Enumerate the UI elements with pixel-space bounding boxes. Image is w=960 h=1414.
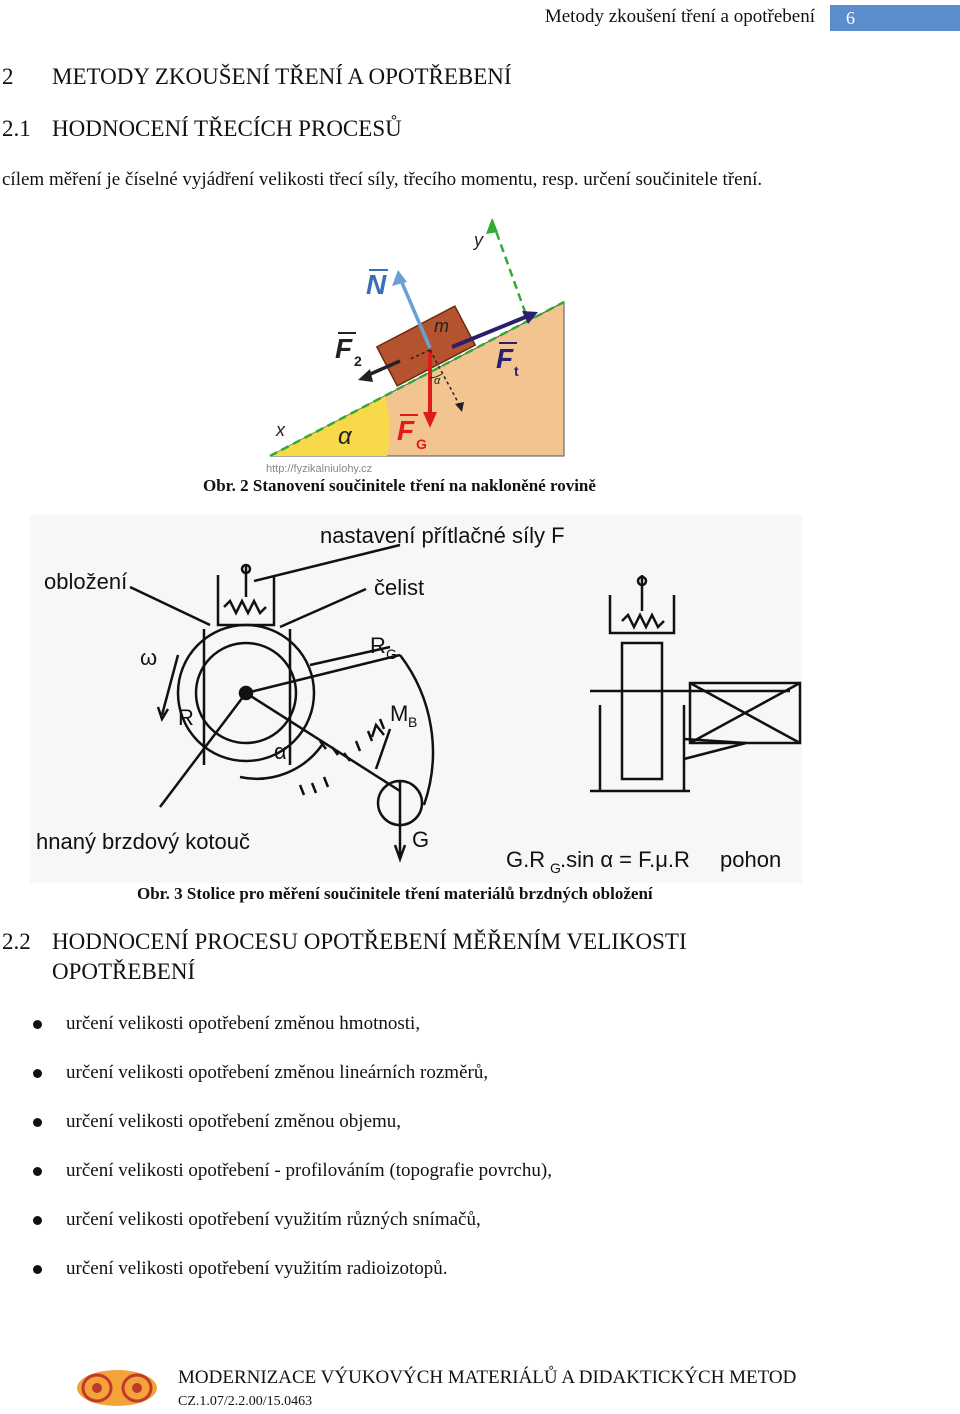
label-top: nastavení přítlačné síly F <box>320 523 565 548</box>
list-item: určení velikosti opotřebení změnou hmotnosti, <box>30 1008 552 1057</box>
label-F2-sub: 2 <box>354 353 362 369</box>
label-equation: G.R <box>506 847 546 872</box>
label-equation-sub: G <box>550 860 561 876</box>
eye-logo-icon <box>75 1368 159 1408</box>
label-F2: F <box>335 333 353 364</box>
footer-project-code: CZ.1.07/2.2.00/15.0463 <box>178 1394 313 1409</box>
label-jaw: čelist <box>374 575 425 600</box>
label-FG: F <box>397 415 415 446</box>
section-heading-2-2 <box>2 927 902 987</box>
label-Ft-sub: t <box>514 363 519 379</box>
footer-project-title: MODERNIZACE VÝUKOVÝCH MATERIÁLŮ A DIDAKTICKÝCH METOD <box>178 1367 797 1388</box>
bullet-icon <box>33 1118 42 1127</box>
bullet-icon <box>33 1265 42 1274</box>
wear-methods-list <box>30 1008 552 1302</box>
label-R: R <box>178 705 194 730</box>
figure1-caption: Obr. 2 Stanovení součinitele tření na nakloněné rovině <box>203 476 596 495</box>
bullet-icon <box>33 1020 42 1029</box>
brake-test-stand-figure <box>30 515 802 883</box>
label-alpha-angle: α <box>338 423 352 450</box>
label-MB-sub: B <box>408 714 418 730</box>
label-N: N <box>366 269 387 300</box>
label-omega: ω <box>140 645 158 670</box>
inclined-plane-figure <box>262 212 572 474</box>
list-item: určení velikosti opotřebení využitím radioizotopů. <box>30 1253 552 1302</box>
page-number-badge: 6 <box>830 5 960 31</box>
intro-paragraph: cílem měření je číselné vyjádření velikosti třecí síly, třecího momentu, resp. určení součinitele tření. <box>2 169 763 190</box>
label-alpha-small: α <box>434 375 441 387</box>
figure2-caption: Obr. 3 Stolice pro měření součinitele tření materiálů brzdných obložení <box>137 884 653 903</box>
section-title-line2: OPOTŘEBENÍ <box>52 959 196 984</box>
bullet-icon <box>33 1069 42 1078</box>
label-x-axis: x <box>276 420 285 440</box>
label-lining: obložení <box>44 569 128 594</box>
section-heading-2-1 <box>2 116 402 142</box>
section-number: 2.1 <box>2 116 31 141</box>
label-Ft: F <box>496 343 514 374</box>
label-MB: M <box>390 701 409 726</box>
section-number: 2.2 <box>2 929 31 954</box>
label-RG: R <box>370 633 386 658</box>
bullet-icon <box>33 1167 42 1176</box>
label-alpha: α <box>274 739 287 764</box>
figure-watermark: http://fyzikalniulohy.cz <box>266 463 373 474</box>
list-item: určení velikosti opotřebení změnou lineárních rozměrů, <box>30 1057 552 1106</box>
section-title-line1: HODNOCENÍ PROCESU OPOTŘEBENÍ MĚŘENÍM VELIKOSTI <box>52 929 687 954</box>
running-header-title: Metody zkoušení tření a opotřebení <box>544 6 815 27</box>
list-item: určení velikosti opotřebení - profilováním (topografie povrchu), <box>30 1155 552 1204</box>
label-RG-sub: G <box>386 646 397 662</box>
label-G: G <box>412 827 430 852</box>
list-item: určení velikosti opotřebení využitím různých snímačů, <box>30 1204 552 1253</box>
section-number: 2 <box>2 64 14 89</box>
list-item: určení velikosti opotřebení změnou objemu, <box>30 1106 552 1155</box>
label-equation-rest: .sin α = F.μ.R <box>560 847 690 872</box>
label-drive: pohon <box>720 847 782 872</box>
label-y-axis: y <box>474 230 483 250</box>
bullet-icon <box>33 1216 42 1225</box>
label-disc: hnaný brzdový kotouč <box>36 829 251 854</box>
section-heading-2 <box>2 64 512 90</box>
y-axis-arrowhead <box>486 218 498 234</box>
section-title: HODNOCENÍ TŘECÍCH PROCESŮ <box>52 116 402 141</box>
y-axis-line <box>492 220 528 320</box>
label-FG-sub: G <box>416 436 427 452</box>
section-title: METODY ZKOUŠENÍ TŘENÍ A OPOTŘEBENÍ <box>52 64 512 89</box>
label-m: m <box>434 316 449 336</box>
